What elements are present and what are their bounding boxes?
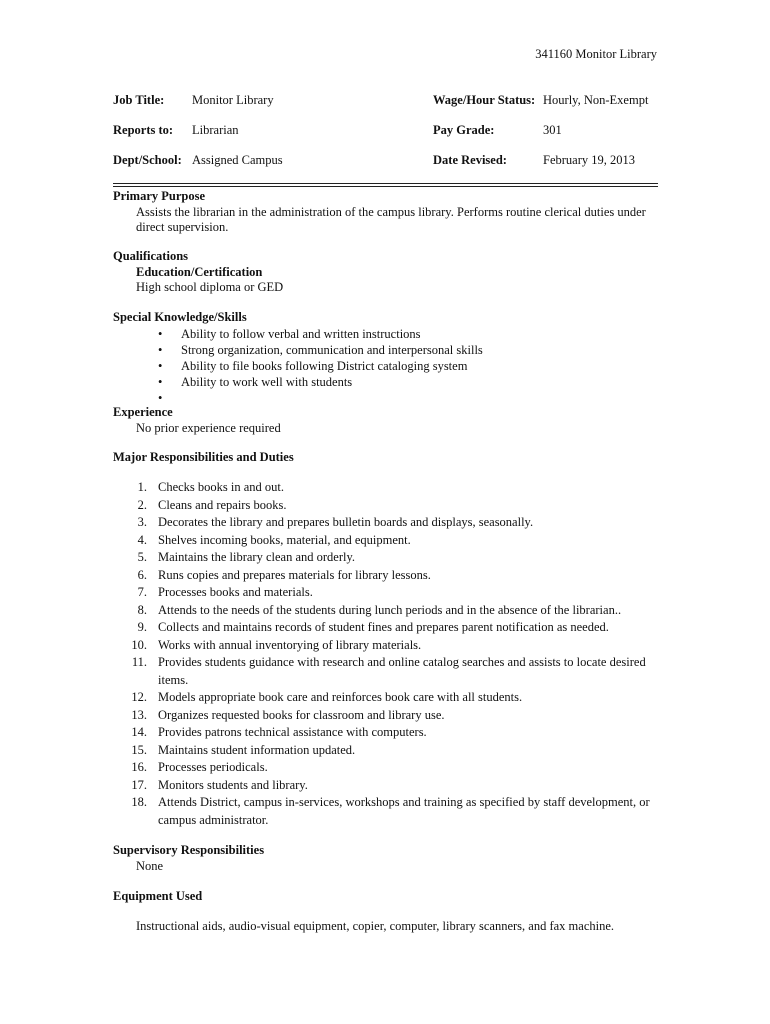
header-row-2 bbox=[113, 123, 658, 139]
equipment-heading-wrap bbox=[113, 889, 658, 905]
reports-to-label: Reports to: bbox=[113, 123, 174, 137]
duties-heading: Major Responsibilities and Duties bbox=[113, 450, 294, 464]
bullet-icon: • bbox=[158, 374, 163, 389]
list-item: • Strong organization, communication and interpersonal skills bbox=[158, 342, 483, 357]
list-item: 10. Works with annual inventorying of library materials. bbox=[131, 637, 422, 652]
bullet-icon: • bbox=[158, 390, 163, 405]
list-item: 7. Processes books and materials. bbox=[137, 585, 313, 599]
list-item: 14. Provides patrons technical assistance with computers. bbox=[131, 725, 427, 739]
supervisory-heading: Supervisory Responsibilities bbox=[113, 843, 265, 857]
bullet-icon: • bbox=[158, 342, 163, 357]
wage-hour-value: Hourly, Non-Exempt bbox=[543, 93, 649, 107]
primary-purpose-text: Assists the librarian in the administration of the campus library. Performs routine clerical duties under direct supervision. bbox=[136, 204, 646, 234]
header-row-3 bbox=[113, 153, 658, 169]
list-item: 12. Models appropriate book care and reinforces book care with all students. bbox=[131, 690, 523, 704]
list-item: 2. Cleans and repairs books. bbox=[137, 497, 287, 512]
header-divider-bottom bbox=[113, 186, 658, 187]
list-item: 5. Maintains the library clean and orderly. bbox=[137, 550, 356, 564]
list-item: 15. Maintains student information updated. bbox=[131, 742, 356, 757]
list-item: 9. Collects and maintains records of student fines and prepares parent notification as needed. bbox=[137, 620, 609, 634]
list-item: 6. Runs copies and prepares materials for library lessons. bbox=[137, 567, 431, 582]
dept-school-label: Dept/School: bbox=[113, 153, 182, 167]
qualifications-section bbox=[113, 249, 658, 296]
primary-purpose-section bbox=[113, 189, 658, 236]
bullet-icon: • bbox=[158, 358, 163, 373]
job-title-label: Job Title: bbox=[113, 93, 165, 107]
document-id: 341160 Monitor Library bbox=[535, 47, 657, 61]
date-revised-value: February 19, 2013 bbox=[543, 153, 635, 167]
experience-heading: Experience bbox=[113, 405, 173, 419]
primary-purpose-heading: Primary Purpose bbox=[113, 189, 205, 203]
qualifications-heading: Qualifications bbox=[113, 249, 189, 263]
reports-to-value: Librarian bbox=[192, 123, 239, 137]
duties-list-wrap bbox=[113, 479, 673, 829]
job-title-value: Monitor Library bbox=[192, 93, 274, 107]
list-item: 11. Provides students guidance with research and online catalog searches and assists to locate desired items. bbox=[131, 655, 646, 687]
list-item: 16. Processes periodicals. bbox=[131, 760, 268, 774]
date-revised-label: Date Revised: bbox=[433, 153, 507, 167]
equipment-text: Instructional aids, audio-visual equipment, copier, computer, library scanners, and fax machine. bbox=[136, 919, 615, 933]
bullet-icon: • bbox=[158, 326, 163, 341]
list-item: 18. Attends District, campus in-services, workshops and training as specified by staff development, or campus administrator. bbox=[131, 795, 650, 827]
skills-section bbox=[113, 310, 658, 406]
duties-list bbox=[113, 479, 673, 829]
skills-heading: Special Knowledge/Skills bbox=[113, 310, 247, 324]
list-item: • Ability to file books following District cataloging system bbox=[158, 358, 468, 373]
list-item bbox=[113, 390, 658, 406]
education-heading: Education/Certification bbox=[136, 264, 263, 279]
list-item: • Ability to work well with students bbox=[158, 374, 353, 389]
skills-list bbox=[113, 326, 658, 406]
header-row-1 bbox=[113, 93, 658, 109]
experience-text: No prior experience required bbox=[136, 420, 281, 435]
list-item: 13. Organizes requested books for classroom and library use. bbox=[131, 707, 445, 722]
supervisory-section bbox=[113, 843, 658, 874]
equipment-text-wrap bbox=[113, 919, 658, 935]
dept-school-value: Assigned Campus bbox=[192, 153, 283, 167]
supervisory-text: None bbox=[136, 858, 164, 873]
list-item: 1. Checks books in and out. bbox=[137, 480, 285, 494]
pay-grade-value: 301 bbox=[543, 123, 562, 137]
duties-section bbox=[113, 450, 658, 466]
equipment-heading: Equipment Used bbox=[113, 889, 203, 903]
list-item: 8. Attends to the needs of the students during lunch periods and in the absence of the librarian.. bbox=[137, 602, 622, 617]
experience-section bbox=[113, 405, 658, 436]
pay-grade-label: Pay Grade: bbox=[433, 123, 495, 137]
list-item: 3. Decorates the library and prepares bulletin boards and displays, seasonally. bbox=[137, 515, 534, 529]
header-divider-top bbox=[113, 183, 658, 184]
list-item: • Ability to follow verbal and written instructions bbox=[158, 326, 421, 341]
list-item: 4. Shelves incoming books, material, and equipment. bbox=[137, 532, 411, 547]
education-text: High school diploma or GED bbox=[136, 280, 284, 294]
list-item: 17. Monitors students and library. bbox=[131, 777, 308, 792]
wage-hour-label: Wage/Hour Status: bbox=[433, 93, 536, 107]
